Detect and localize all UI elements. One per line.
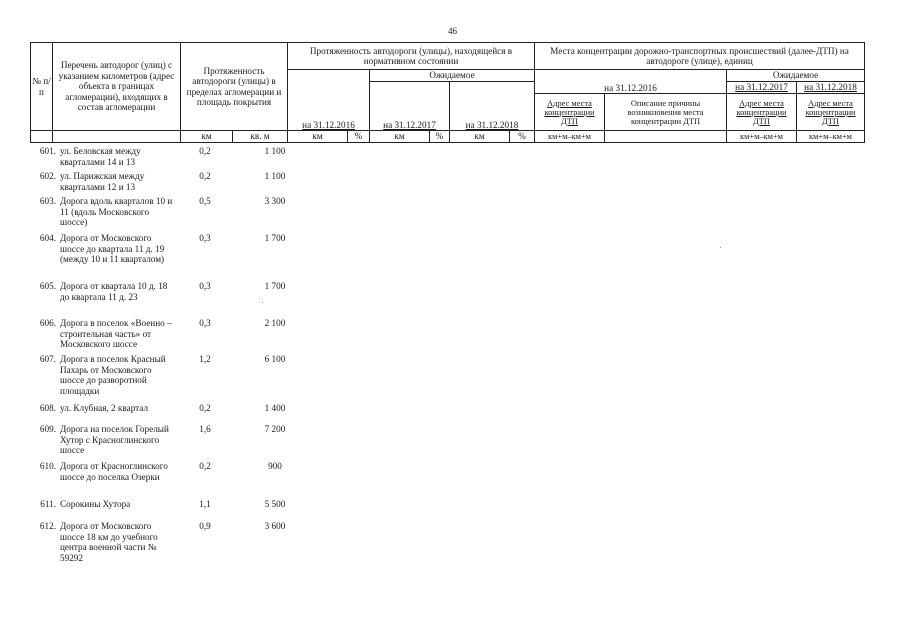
row-length-km: 0,2 <box>199 146 211 156</box>
scan-speck <box>262 302 263 303</box>
row-number: 606. <box>39 318 56 328</box>
row-number: 608. <box>39 403 56 413</box>
row-number: 604. <box>39 233 56 243</box>
header-desc-dtp: Описание причины возникновения места концентрации ДТП <box>605 94 727 131</box>
row-road-name: Дорога от Московского шоссе 18 км до учебного центра военной части № 59292 <box>60 521 158 563</box>
header-2018: на 31.12.2018 <box>450 82 535 131</box>
row-road-name: Сорокины Хутора <box>60 499 131 509</box>
unit-kmm-2016: км+м–км+м <box>535 131 605 143</box>
row-road-name: ул. Беловская между кварталами 14 и 13 <box>60 146 141 167</box>
header-addr-dtp: Адрес места концентрации ДТП <box>535 94 605 131</box>
unit-kvm: кв. м <box>233 131 288 143</box>
row-road-name: Дорога в поселок «Военно – строительная часть» от Московского шоссе <box>60 318 172 350</box>
header-length: Протяженность автодороги (улицы) в пределах агломерации и площадь покрытия <box>181 43 288 131</box>
header-table <box>30 42 865 143</box>
row-length-km: 0,2 <box>199 461 211 471</box>
row-length-km: 0,2 <box>199 171 211 181</box>
row-number: 611. <box>40 499 56 509</box>
row-number: 602. <box>39 171 56 181</box>
row-length-km: 0,2 <box>199 403 211 413</box>
header-2017: на 31.12.2017 <box>370 82 450 131</box>
header-list: Перечень автодорог (улиц) с указанием километров (адрес объекта в границах агломерации), входящих в состав агломерации <box>53 43 181 131</box>
row-road-name: ул. Парижская между кварталами 12 и 13 <box>60 171 145 192</box>
row-area-kvm: 6 100 <box>264 354 286 364</box>
row-area-kvm: 3 300 <box>264 196 286 206</box>
header-empty-2 <box>53 131 181 143</box>
header-num: № п/п <box>31 43 53 131</box>
row-length-km: 1,2 <box>199 354 211 364</box>
row-length-km: 0,3 <box>199 281 211 291</box>
row-number: 603. <box>39 196 56 206</box>
row-road-name: Дорога в поселок Красный Пахарь от Московского шоссе до разворотной площадки <box>60 354 166 396</box>
unit-pct-2017: % <box>430 131 450 143</box>
row-number: 612. <box>39 521 56 531</box>
row-length-km: 1,6 <box>199 424 211 434</box>
header-2017b: на 31.12.2017 <box>727 82 797 94</box>
row-road-name: Дорога от квартала 10 д. 18 до квартала 11 д. 23 <box>60 281 168 302</box>
header-2016: на 31.12.2016 <box>288 70 370 131</box>
header-2018b: на 31.12.2018 <box>797 82 865 94</box>
row-road-name: Дорога на поселок Горелый Хутор с Красноглинского шоссе <box>60 424 169 456</box>
row-area-kvm: 1 700 <box>264 233 286 243</box>
header-dtp: Места концентрации дорожно-транспортных происшествий (далее-ДТП) на автодороге (улице), единиц <box>535 43 865 70</box>
row-area-kvm: 1 100 <box>264 146 286 156</box>
unit-km-2016: км <box>288 131 348 143</box>
row-area-kvm: 7 200 <box>264 424 286 434</box>
unit-kmm-2017: км+м–км+м <box>727 131 797 143</box>
row-road-name: Дорога от Московского шоссе до квартала 11 д. 19 (между 10 и 11 кварталом) <box>60 233 165 265</box>
row-area-kvm: 3 600 <box>264 521 286 531</box>
header-addr-dtp-3: Адрес места концентрации ДТП <box>797 94 865 131</box>
header-empty-1 <box>31 131 53 143</box>
row-area-kvm: 1 100 <box>264 171 286 181</box>
header-addr-dtp-2: Адрес места концентрации ДТП <box>727 94 797 131</box>
row-length-km: 0,5 <box>199 196 211 206</box>
row-area-kvm: 1 400 <box>264 403 286 413</box>
unit-km-2017: км <box>370 131 430 143</box>
header-expected: Ожидаемое <box>370 70 535 82</box>
row-area-kvm: 2 100 <box>264 318 286 328</box>
row-road-name: Дорога вдоль кварталов 10 и 11 (вдоль Московского шоссе) <box>60 196 173 228</box>
header-norm: Протяженность автодороги (улицы), находящейся в нормативном состоянии <box>288 43 535 70</box>
scan-speck <box>720 247 721 248</box>
row-number: 610. <box>39 461 56 471</box>
row-area-kvm: 1 700 <box>264 281 286 291</box>
row-area-kvm: 5 500 <box>264 499 286 509</box>
row-road-name: Дорога от Красноглинского шоссе до поселка Озерки <box>60 461 168 482</box>
row-number: 607. <box>39 354 56 364</box>
unit-pct-2016: % <box>348 131 370 143</box>
row-length-km: 0,9 <box>199 521 211 531</box>
unit-km: км <box>181 131 233 143</box>
unit-empty-desc <box>605 131 727 143</box>
row-length-km: 1,1 <box>199 499 211 509</box>
page-number: 46 <box>448 26 457 36</box>
row-length-km: 0,3 <box>199 233 211 243</box>
unit-kmm-2018: км+м–км+м <box>797 131 865 143</box>
row-number: 601. <box>39 146 56 156</box>
row-length-km: 0,3 <box>199 318 211 328</box>
row-number: 609. <box>39 424 56 434</box>
unit-km-2018: км <box>450 131 510 143</box>
row-number: 605. <box>39 281 56 291</box>
header-2016b: на 31.12.2016 <box>535 70 727 94</box>
row-road-name: ул. Клубная, 2 квартал <box>60 403 149 413</box>
row-area-kvm: 900 <box>268 461 282 471</box>
unit-pct-2018: % <box>510 131 535 143</box>
header-expected-2: Ожидаемое <box>727 70 865 82</box>
